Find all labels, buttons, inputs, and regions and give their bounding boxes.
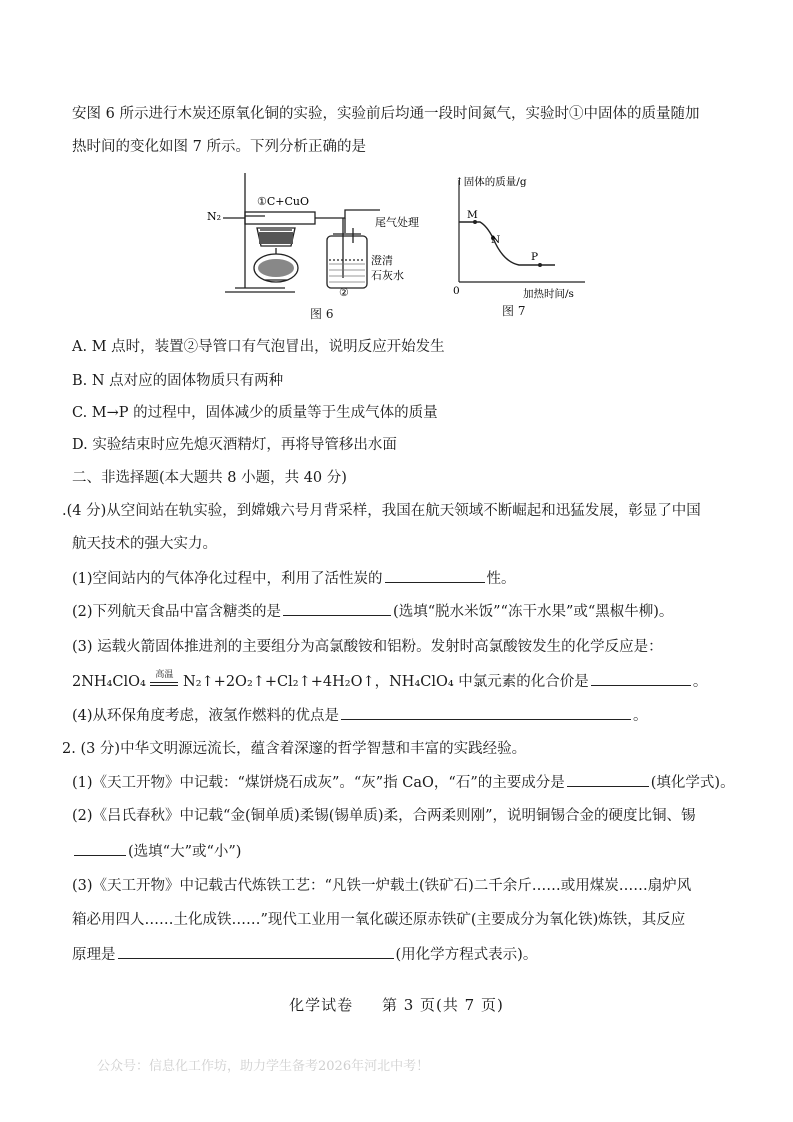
q11-p2-text-b: (选填“脱水米饭”“冻干水果”或“黑椒牛柳)。 bbox=[393, 604, 674, 620]
q12-part-3-line-2: 箱必用四人……土化成铁……”现代工业用一氧化碳还原赤铁矿(主要成分为氧化铁)炼铁，其反应 bbox=[72, 912, 686, 928]
q12-part-3-line-1: (3)《天工开物》中记载古代炼铁工艺：“凡铁一炉载土(铁矿石)二千余斤……或用煤炭……扇炉风 bbox=[72, 878, 692, 894]
option-d: D. 实验结束时应先熄灭酒精灯，再将导管移出水面 bbox=[72, 437, 397, 453]
intro-line-2: 热时间的变化如图 7 所示。下列分析正确的是 bbox=[72, 139, 366, 155]
label-device-2: ② bbox=[339, 286, 349, 298]
q12-part-3-line-3 bbox=[72, 944, 537, 965]
figure-7-caption: 图 7 bbox=[502, 304, 526, 318]
watermark-text: 公众号：信息化工作坊，助力学生备考2026年河北中考！ bbox=[97, 1059, 430, 1074]
q12-p3-blank[interactable] bbox=[118, 944, 394, 959]
page-footer: 化学试卷 第 3 页(共 7 页) bbox=[289, 996, 504, 1014]
q12-p1-blank[interactable] bbox=[567, 772, 649, 787]
q11-equation bbox=[72, 671, 707, 692]
q11-p1-text-b: 性。 bbox=[486, 571, 516, 587]
q11-p4-text-a: (4)从环保角度考虑，液氢作燃料的优点是 bbox=[72, 708, 340, 724]
option-b: B. N 点对应的固体物质只有两种 bbox=[72, 373, 284, 389]
q12-p3-text-a: 原理是 bbox=[72, 947, 116, 963]
q11-eq-end: 。 bbox=[692, 674, 708, 690]
point-p-marker bbox=[538, 263, 542, 267]
graph-ylabel: ↑固体的质量/g bbox=[455, 176, 527, 188]
q11-eq-condition bbox=[150, 670, 178, 686]
q12-line-1: 2. (3 分)中华文明源远流长，蕴含着深邃的哲学智慧和丰富的实践经验。 bbox=[62, 741, 527, 757]
q11-line-2: 航天技术的强大实力。 bbox=[72, 536, 217, 552]
q12-part-2-line-2 bbox=[72, 841, 241, 862]
label-reactants: ①C+CuO bbox=[257, 195, 310, 208]
q12-part-2-line-1: (2)《吕氏春秋》中记载“金(铜单质)柔锡(锡单质)柔，合两柔则刚”，说明铜锡合金的硬度比铜、锡 bbox=[72, 808, 696, 824]
q11-p4-blank[interactable] bbox=[341, 705, 631, 720]
q11-part-3: (3) 运载火箭固体推进剂的主要组分为高氯酸铵和铝粉。发射时高氯酸铵发生的化学反应是： bbox=[72, 639, 663, 655]
q12-p2-blank[interactable] bbox=[74, 841, 126, 856]
q11-part-2 bbox=[72, 601, 673, 622]
figure-7-graph bbox=[445, 170, 595, 300]
option-c: C. M→P 的过程中，固体减少的质量等于生成气体的质量 bbox=[72, 405, 438, 421]
figure-6-caption: 图 6 bbox=[310, 307, 334, 321]
graph-point-m: M bbox=[467, 209, 478, 221]
q11-line-1: .(4 分)从空间站在轨实验，到嫦娥六号月背采样，我国在航天领域不断崛起和迅猛发展，彰显了中国 bbox=[62, 503, 701, 519]
q11-part-1 bbox=[72, 568, 516, 589]
graph-point-n: N bbox=[491, 234, 501, 246]
q11-p4-text-b: 。 bbox=[633, 708, 648, 724]
q12-part-1 bbox=[72, 772, 735, 793]
q11-eq-right: N₂↑+2O₂↑+Cl₂↑+4H₂O↑，NH₄ClO₄ 中氯元素的化合价是 bbox=[183, 674, 589, 690]
q11-p2-blank[interactable] bbox=[283, 601, 391, 616]
q11-p2-text-a: (2)下列航天食品中富含糖类的是 bbox=[72, 604, 282, 620]
label-limewater-1: 澄清 bbox=[371, 254, 393, 267]
graph-xlabel: 加热时间/s bbox=[523, 288, 574, 300]
q12-p1-text-a: (1)《天工开物》中记载：“煤饼烧石成灰”。“灰”指 CaO，“石”的主要成分是 bbox=[72, 775, 565, 791]
figure-6-apparatus bbox=[205, 168, 420, 298]
q12-p2-text: (选填“大”或“小”) bbox=[128, 844, 242, 860]
intro-line-1: 安图 6 所示进行木炭还原氧化铜的实验，实验前后均通一段时间氮气，实验时①中固体的质量随加 bbox=[72, 106, 700, 122]
q11-part-4 bbox=[72, 705, 648, 726]
q11-p3-blank[interactable] bbox=[591, 671, 691, 686]
q11-p1-blank[interactable] bbox=[385, 568, 485, 583]
q12-p1-text-b: (填化学式)。 bbox=[650, 775, 735, 791]
label-limewater-2: 石灰水 bbox=[371, 269, 404, 282]
q11-eq-cond-text: 高温 bbox=[155, 670, 174, 680]
graph-origin: 0 bbox=[453, 285, 460, 297]
q12-p3-text-b: (用化学方程式表示)。 bbox=[395, 947, 538, 963]
label-n2: N₂ bbox=[207, 210, 222, 223]
q11-p1-text-a: (1)空间站内的气体净化过程中，利用了活性炭的 bbox=[72, 571, 383, 587]
section-2-title: 二、非选择题(本大题共 8 小题，共 40 分) bbox=[72, 470, 347, 486]
option-a: A. M 点时，装置②导管口有气泡冒出，说明反应开始发生 bbox=[72, 339, 445, 355]
q11-eq-left: 2NH₄ClO₄ bbox=[72, 674, 146, 690]
graph-point-p: P bbox=[531, 251, 539, 263]
label-tail-gas: 尾气处理 bbox=[375, 216, 419, 229]
